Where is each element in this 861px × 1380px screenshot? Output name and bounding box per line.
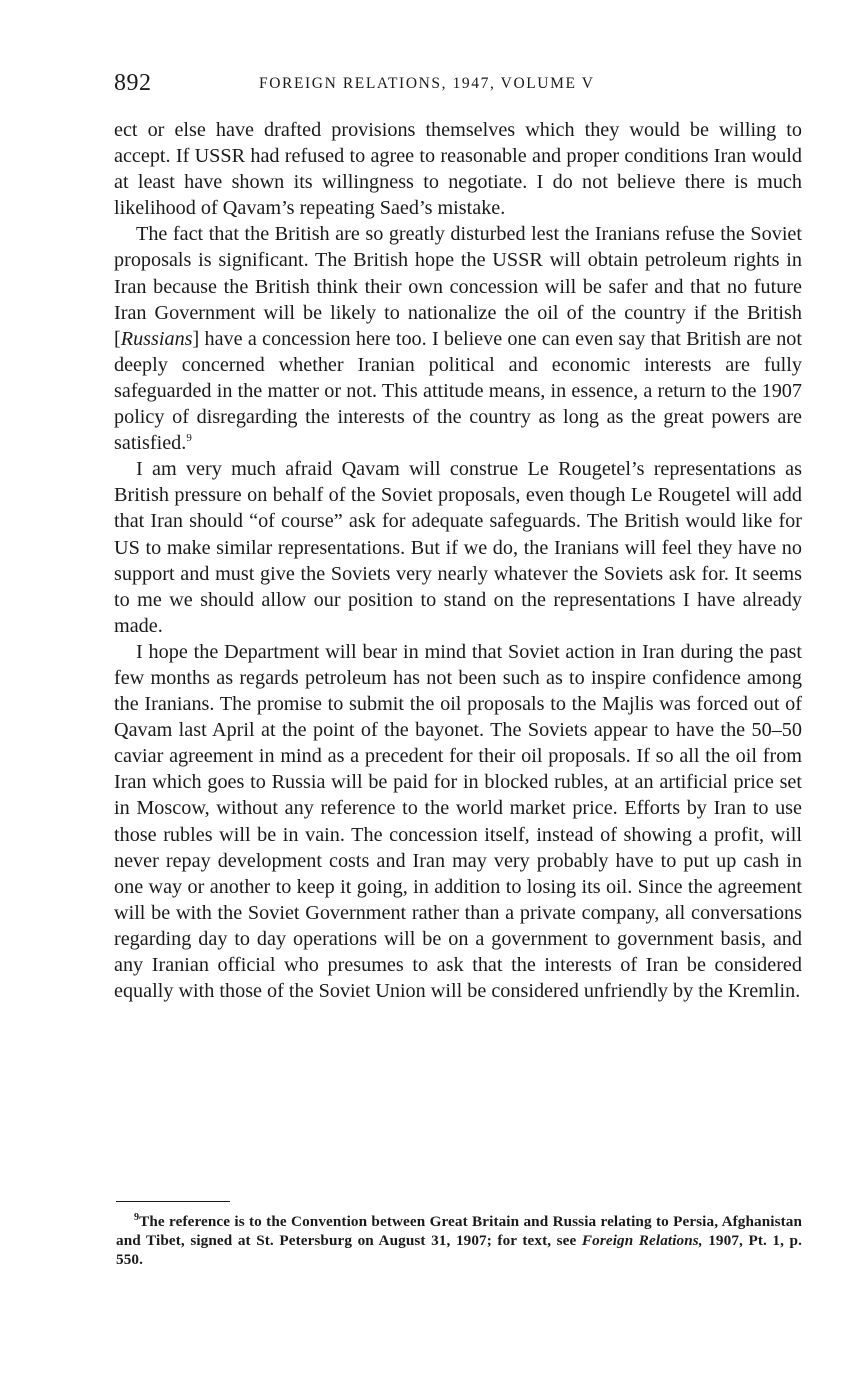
footnote-mark: 9 [134, 1212, 140, 1223]
paragraph-text: ect or else have drafted provisions themselves which they would be willing to accept. If USSR had refused to agree to reasonable and proper conditions Iran would at least have shown its willingness to negotiate. I do not believe there is much likelihood of Qavam’s repeating Saed’s mistake. [114, 119, 802, 220]
body-text [114, 117, 802, 1004]
footnote-divider [116, 1201, 230, 1202]
paragraph-text: I am very much afraid Qavam will construe Le Rougetel’s representations as British pressure on behalf of the Soviet proposals, even though Le Rougetel will add that Iran should “of course” ask for adequate safeguards. The British would like for US to make similar representations. But if we do, the Iranians will feel they have no support and must give the Soviets very nearly whatever the Soviets ask for. It seems to me we should allow our position to stand on the representations I have already made. [114, 458, 802, 637]
paragraph-continued [114, 117, 802, 221]
paragraph [114, 456, 802, 639]
footnote-reference: 9 [186, 432, 192, 445]
footnote-text: 1907, Pt. 1, p. 550. [116, 1232, 803, 1268]
paragraph [114, 221, 802, 456]
footnote-citation-title: Foreign Relations, [581, 1232, 703, 1249]
paragraph-text: I hope the Department will bear in mind that Soviet action in Iran during the past few months as regards petroleum has not been such as to inspire confidence among the Iranians. The promise to submit the oil proposals to the Majlis was forced out of Qavam last April at the point of the bayonet. The Soviets appear to have the 50–50 caviar agreement in mind as a precedent for their oil proposals. If so all the oil from Iran which goes to Russia will be paid for in blocked rubles, at an artificial price set in Moscow, without any reference to the world market price. Efforts by Iran to use those rubles will be in vain. The concession itself, instead of showing a profit, will never repay development costs and Iran may very probably have to put up cash in one way or another to keep it going, in addition to losing its oil. Since the agreement will be with the Soviet Government rather than a private company, all conversations regarding day to day operations will be on a government to government basis, and any Iranian official who presumes to ask that the interests of Iran be considered equally with those of the Soviet Union will be considered unfriendly by the Kremlin. [114, 640, 802, 1003]
footnote [116, 1212, 802, 1269]
paragraph [114, 639, 802, 1004]
footnotes [116, 1212, 802, 1269]
editorial-insertion: Russians [120, 327, 193, 350]
page-number: 892 [114, 70, 152, 96]
footnote-text: The reference is to the Convention between Great Britain and Russia relating to Persia, Afghanistan and Tibet, signed at St. Petersburg on August 31, 1907; for text, see [116, 1213, 802, 1249]
paragraph-text: The fact that the British are so greatly disturbed lest the Iranians refuse the Soviet proposals is significant. The British hope the USSR will obtain petroleum rights in Iran because the British think their own concession will be safer and that no future Iran Government will be likely to nationalize the oil of the country if the British [ [114, 223, 802, 350]
paragraph-text: ] have a concession here too. I believe one can even say that British are not deeply concerned whether Iranian political and economic interests are fully safeguarded in the matter or not. This attitude means, in essence, a return to the 1907 policy of disregarding the interests of the country as long as the great powers are satisfied. [114, 327, 802, 455]
running-head: FOREIGN RELATIONS, 1947, VOLUME V [259, 75, 595, 92]
page-header [114, 68, 804, 102]
